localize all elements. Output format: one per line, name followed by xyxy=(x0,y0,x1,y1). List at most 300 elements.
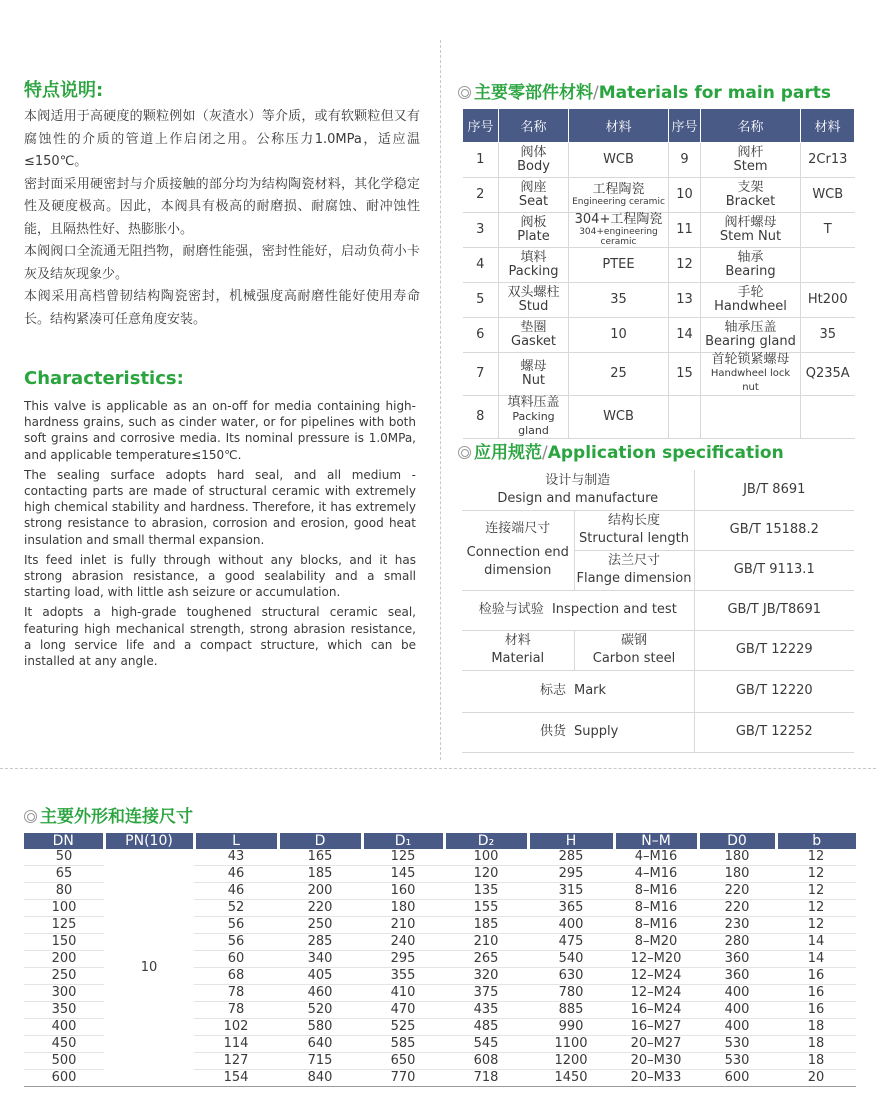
dim-dn: 250 xyxy=(24,968,104,985)
materials-row xyxy=(463,248,855,283)
dim-nm: 20–M33 xyxy=(614,1070,698,1087)
dim-header-nm: N–M xyxy=(614,833,698,849)
dim-d: 715 xyxy=(278,1053,362,1070)
part-no: 2 xyxy=(463,178,499,213)
dim-header-d1: D₁ xyxy=(362,833,444,849)
dim-nm: 8–M16 xyxy=(614,883,698,900)
part-name-cn: 填料压盖 xyxy=(507,395,560,410)
dim-nm: 20–M27 xyxy=(614,1036,698,1053)
spec-supply-cn: 供货 xyxy=(462,712,574,752)
dim-l: 46 xyxy=(194,866,278,883)
part-material: 35 xyxy=(801,318,855,353)
dim-l: 60 xyxy=(194,951,278,968)
part-name-cn: 阀板 xyxy=(520,215,547,230)
dim-d2: 265 xyxy=(444,951,528,968)
dim-d1: 355 xyxy=(362,968,444,985)
part-material-value: 工程陶瓷 xyxy=(592,182,645,197)
spec-design-en: Design and manufacture xyxy=(497,490,659,506)
spec-insp-label xyxy=(462,590,694,630)
dim-header-dn: DN xyxy=(24,833,104,849)
dim-d: 460 xyxy=(278,985,362,1002)
part-material-value: 35 xyxy=(610,292,627,307)
spec-conn-label xyxy=(462,510,574,590)
dimensions-title xyxy=(24,802,193,827)
dim-d: 520 xyxy=(278,1002,362,1019)
spec-mark-cn: 标志 xyxy=(462,670,574,712)
dim-nm: 4–M16 xyxy=(614,866,698,883)
dim-h: 365 xyxy=(528,900,614,917)
dim-d2: 185 xyxy=(444,917,528,934)
dim-d0: 220 xyxy=(698,883,776,900)
spec-flange-label xyxy=(574,550,694,590)
dim-d: 185 xyxy=(278,866,362,883)
part-name xyxy=(701,178,801,213)
dim-d2: 718 xyxy=(444,1070,528,1087)
part-name-en: Handwheel lock nut xyxy=(710,368,791,393)
part-no: 15 xyxy=(669,353,701,396)
materials-row xyxy=(463,283,855,318)
part-no: 14 xyxy=(669,318,701,353)
spec-struct-label xyxy=(574,510,694,550)
dim-b: 12 xyxy=(776,849,856,866)
dim-b: 14 xyxy=(776,934,856,951)
part-name-cn: 阀杆 xyxy=(737,145,764,160)
spec-conn-en: Connection end dimension xyxy=(466,545,569,578)
part-no: 13 xyxy=(669,283,701,318)
dim-b: 16 xyxy=(776,985,856,1002)
part-material: 2Cr13 xyxy=(801,143,855,178)
dim-d2: 155 xyxy=(444,900,528,917)
dim-d0: 530 xyxy=(698,1036,776,1053)
part-name-en: Nut xyxy=(521,373,546,388)
features-cn-section xyxy=(24,76,420,331)
dim-nm: 8–M16 xyxy=(614,917,698,934)
dim-dn: 350 xyxy=(24,1002,104,1019)
dim-dn: 200 xyxy=(24,951,104,968)
part-material: Q235A xyxy=(801,353,855,396)
dim-h: 780 xyxy=(528,985,614,1002)
part-material: WCB xyxy=(801,178,855,213)
dim-d1: 145 xyxy=(362,866,444,883)
part-name xyxy=(701,318,801,353)
part-name-en: Packing xyxy=(508,264,559,279)
part-material xyxy=(569,353,669,396)
dim-l: 43 xyxy=(194,849,278,866)
dim-d0: 360 xyxy=(698,968,776,985)
dim-l: 78 xyxy=(194,1002,278,1019)
dimensions-title-cn: 主要外形和连接尺寸 xyxy=(40,807,193,827)
dim-h: 630 xyxy=(528,968,614,985)
features-cn-para-2: 密封面采用硬密封与介质接触的部分均为结构陶瓷材料，其化学稳定性及硬度极高。因此，本阀具有极高的耐磨损、耐腐蚀、耐冲蚀性能，且隔热性好、热膨胀小。 xyxy=(24,176,420,237)
part-name xyxy=(499,143,569,178)
dim-d1: 125 xyxy=(362,849,444,866)
col-header-no-1: 序号 xyxy=(463,109,499,143)
part-name-cn: 轴承压盖 xyxy=(724,320,777,335)
dim-d1: 650 xyxy=(362,1053,444,1070)
features-cn-title: 特点说明: xyxy=(24,80,104,101)
materials-title-en: Materials for main parts xyxy=(598,83,832,103)
dim-d0: 280 xyxy=(698,934,776,951)
part-material-value: 25 xyxy=(610,366,627,381)
spec-row-mark xyxy=(462,670,854,712)
spec-flange-std: GB/T 9113.1 xyxy=(694,550,854,590)
dim-d: 340 xyxy=(278,951,362,968)
part-name xyxy=(701,283,801,318)
part-no: 5 xyxy=(463,283,499,318)
dim-l: 78 xyxy=(194,985,278,1002)
spec-row-inspection xyxy=(462,590,854,630)
dim-h: 1100 xyxy=(528,1036,614,1053)
part-name-cn: 手轮 xyxy=(737,285,764,300)
dim-d2: 120 xyxy=(444,866,528,883)
dim-d: 640 xyxy=(278,1036,362,1053)
dim-d: 165 xyxy=(278,849,362,866)
part-material xyxy=(569,248,669,283)
characteristics-para-4: It adopts a high-grade toughened structural ceramic seal, featuring high mechanical strength, strong abrasion resistance, a long service life and a compact structure, which can be installed at any angle. xyxy=(24,605,416,669)
materials-title-cn: 主要零部件材料 xyxy=(474,83,593,103)
dim-nm: 20–M30 xyxy=(614,1053,698,1070)
dim-h: 285 xyxy=(528,849,614,866)
spec-flange-cn: 法兰尺寸 xyxy=(607,553,660,568)
dim-d2: 485 xyxy=(444,1019,528,1036)
dim-h: 990 xyxy=(528,1019,614,1036)
dim-dn: 300 xyxy=(24,985,104,1002)
dim-nm: 8–M20 xyxy=(614,934,698,951)
dim-d2: 210 xyxy=(444,934,528,951)
dim-b: 12 xyxy=(776,866,856,883)
part-no: 6 xyxy=(463,318,499,353)
spec-insp-en: Inspection and test xyxy=(551,602,677,617)
dim-nm: 16–M27 xyxy=(614,1019,698,1036)
spec-material-std: GB/T 12229 xyxy=(694,630,854,670)
part-name xyxy=(701,248,801,283)
spec-row-material xyxy=(462,630,854,670)
dim-d0: 400 xyxy=(698,1019,776,1036)
part-material: T xyxy=(801,213,855,248)
dim-d: 250 xyxy=(278,917,362,934)
part-material xyxy=(569,213,669,248)
dim-nm: 16–M24 xyxy=(614,1002,698,1019)
dim-d0: 180 xyxy=(698,866,776,883)
spec-mark-en: Mark xyxy=(574,670,694,712)
dim-l: 52 xyxy=(194,900,278,917)
part-name xyxy=(701,213,801,248)
part-name xyxy=(499,353,569,396)
part-name-cn: 首轮锁紧螺母 xyxy=(711,352,790,367)
part-material-value: WCB xyxy=(603,152,634,167)
spec-material-en: Material xyxy=(491,651,545,666)
dim-nm: 12–M24 xyxy=(614,968,698,985)
part-no: 4 xyxy=(463,248,499,283)
dim-nm: 4–M16 xyxy=(614,849,698,866)
part-name-en: Bracket xyxy=(725,194,776,209)
dim-b: 16 xyxy=(776,968,856,985)
dim-l: 127 xyxy=(194,1053,278,1070)
dim-d1: 525 xyxy=(362,1019,444,1036)
spec-table xyxy=(462,470,854,753)
part-name xyxy=(499,178,569,213)
part-name-cn: 填料 xyxy=(520,250,547,265)
part-name-cn: 阀杆螺母 xyxy=(724,215,777,230)
dim-dn: 450 xyxy=(24,1036,104,1053)
dim-d0: 230 xyxy=(698,917,776,934)
dim-d: 840 xyxy=(278,1070,362,1087)
spec-title: 应用规范/Application specification xyxy=(458,438,784,463)
spec-flange-en: Flange dimension xyxy=(576,571,692,586)
characteristics-para-3: Its feed inlet is fully through without any blocks, and it has strong abrasion resistance, a good sealability and a small starting load, with little ash seizure or accumulation. xyxy=(24,552,416,600)
dim-b: 14 xyxy=(776,951,856,968)
part-name-en: Stem xyxy=(733,159,768,174)
dim-b: 18 xyxy=(776,1036,856,1053)
dim-dn: 80 xyxy=(24,883,104,900)
part-name xyxy=(499,248,569,283)
part-material: Ht200 xyxy=(801,283,855,318)
dim-d0: 220 xyxy=(698,900,776,917)
dim-h: 1450 xyxy=(528,1070,614,1087)
dim-d1: 160 xyxy=(362,883,444,900)
part-material-value: 10 xyxy=(610,327,627,342)
dim-d0: 360 xyxy=(698,951,776,968)
dim-l: 102 xyxy=(194,1019,278,1036)
dim-b: 18 xyxy=(776,1053,856,1070)
spec-insp-cn: 检验与试验 xyxy=(478,602,544,617)
spec-carbon-label xyxy=(574,630,694,670)
col-header-name-1: 名称 xyxy=(499,109,569,143)
dim-d2: 135 xyxy=(444,883,528,900)
col-header-material-2: 材料 xyxy=(801,109,855,143)
materials-row xyxy=(463,178,855,213)
materials-row xyxy=(463,318,855,353)
dim-d0: 400 xyxy=(698,1002,776,1019)
dim-b: 12 xyxy=(776,883,856,900)
dim-d0: 530 xyxy=(698,1053,776,1070)
dim-dn: 600 xyxy=(24,1070,104,1087)
dim-h: 315 xyxy=(528,883,614,900)
spec-mark-std: GB/T 12220 xyxy=(694,670,854,712)
dim-header-l: L xyxy=(194,833,278,849)
dim-d0: 180 xyxy=(698,849,776,866)
spec-design-label xyxy=(462,470,694,510)
dim-nm: 8–M16 xyxy=(614,900,698,917)
spec-supply-std: GB/T 12252 xyxy=(694,712,854,752)
dim-l: 56 xyxy=(194,917,278,934)
part-name xyxy=(499,318,569,353)
dim-dn: 125 xyxy=(24,917,104,934)
materials-row xyxy=(463,213,855,248)
part-material xyxy=(569,318,669,353)
part-name-en: Stud xyxy=(518,299,549,314)
dim-b: 16 xyxy=(776,1002,856,1019)
characteristics-title: Characteristics: xyxy=(24,368,184,389)
dim-dn: 400 xyxy=(24,1019,104,1036)
materials-row xyxy=(463,396,855,439)
features-cn-para-4: 本阀采用高档曾韧结构陶瓷密封，机械强度高耐磨性能好使用寿命长。结构紧凑可任意角度安装。 xyxy=(24,289,420,327)
part-name xyxy=(701,353,801,396)
materials-title: 主要零部件材料/Materials for main parts xyxy=(458,78,831,103)
dim-header-d2: D₂ xyxy=(444,833,528,849)
materials-row xyxy=(463,143,855,178)
part-name-en: Stem Nut xyxy=(719,229,782,244)
spec-design-std: JB/T 8691 xyxy=(694,470,854,510)
dim-h: 885 xyxy=(528,1002,614,1019)
materials-header-row xyxy=(463,109,855,143)
dim-h: 540 xyxy=(528,951,614,968)
dim-d0: 400 xyxy=(698,985,776,1002)
dim-header-d0: D0 xyxy=(698,833,776,849)
dim-d1: 470 xyxy=(362,1002,444,1019)
dim-d2: 435 xyxy=(444,1002,528,1019)
part-name-en: Packing gland xyxy=(512,410,555,437)
spec-row-struct xyxy=(462,510,854,550)
part-material xyxy=(569,283,669,318)
dim-d: 220 xyxy=(278,900,362,917)
materials-table xyxy=(462,108,855,439)
dim-h: 1200 xyxy=(528,1053,614,1070)
spec-struct-cn: 结构长度 xyxy=(607,513,660,528)
part-no: 1 xyxy=(463,143,499,178)
dim-header-d: D xyxy=(278,833,362,849)
part-name xyxy=(701,396,801,439)
dim-d: 285 xyxy=(278,934,362,951)
spec-material-label xyxy=(462,630,574,670)
part-name-cn: 垫圈 xyxy=(520,320,547,335)
dim-dn: 500 xyxy=(24,1053,104,1070)
part-material-value: WCB xyxy=(603,409,634,424)
dim-header-h: H xyxy=(528,833,614,849)
materials-row xyxy=(463,353,855,396)
part-no: 12 xyxy=(669,248,701,283)
double-circle-icon xyxy=(24,810,37,823)
spec-row-design xyxy=(462,470,854,510)
dim-nm: 12–M24 xyxy=(614,985,698,1002)
dim-d1: 180 xyxy=(362,900,444,917)
part-no: 3 xyxy=(463,213,499,248)
dim-b: 12 xyxy=(776,917,856,934)
part-no: 7 xyxy=(463,353,499,396)
part-no: 9 xyxy=(669,143,701,178)
part-material-sub: Engineering ceramic xyxy=(572,197,665,207)
dim-d: 200 xyxy=(278,883,362,900)
spec-title-cn: 应用规范 xyxy=(474,443,542,463)
dim-l: 56 xyxy=(194,934,278,951)
dim-b: 12 xyxy=(776,900,856,917)
dim-b: 20 xyxy=(776,1070,856,1087)
part-material-value: PTEE xyxy=(602,257,635,272)
dimensions-header-row xyxy=(24,833,856,849)
dim-d1: 210 xyxy=(362,917,444,934)
dim-d: 405 xyxy=(278,968,362,985)
characteristics-para-1: This valve is applicable as an on-off for media containing high-hardness grains, such as cinder water, or for pipelines with both soft grains and corrosive media. Its nominal pressure is 1.0MPa, and applicable temperature≤150℃. xyxy=(24,399,416,462)
dim-nm: 12–M20 xyxy=(614,951,698,968)
dim-b: 18 xyxy=(776,1019,856,1036)
spec-design-cn: 设计与制造 xyxy=(545,472,611,488)
column-divider xyxy=(440,40,441,760)
col-header-name-2: 名称 xyxy=(701,109,801,143)
part-material xyxy=(801,396,855,439)
part-no: 11 xyxy=(669,213,701,248)
dim-d2: 608 xyxy=(444,1053,528,1070)
part-material-value: 304+工程陶瓷 xyxy=(574,212,663,227)
spec-carbon-cn: 碳钢 xyxy=(620,633,647,648)
part-name-cn: 支架 xyxy=(737,180,764,195)
spec-struct-std: GB/T 15188.2 xyxy=(694,510,854,550)
dim-l: 154 xyxy=(194,1070,278,1087)
dim-dn: 65 xyxy=(24,866,104,883)
dim-l: 46 xyxy=(194,883,278,900)
part-no xyxy=(669,396,701,439)
dim-l: 68 xyxy=(194,968,278,985)
part-name-en: Gasket xyxy=(511,334,556,349)
part-material-sub: 304+engineering ceramic xyxy=(579,227,658,247)
dim-d1: 770 xyxy=(362,1070,444,1087)
characteristics-para-2: The sealing surface adopts hard seal, and all medium -contacting parts are made of structural ceramic with extremely high chemical stability and hardness. Therefore, it has extremely strong resistance to abrasion, corrosion and erosion, good heat insulation and small thermal expansion. xyxy=(24,467,416,547)
characteristics-section xyxy=(24,398,416,673)
part-material xyxy=(569,143,669,178)
spec-insp-std: GB/T JB/T8691 xyxy=(694,590,854,630)
part-name-en: Bearing xyxy=(725,264,776,279)
dim-d0: 600 xyxy=(698,1070,776,1087)
features-cn-para-3: 本阀阀口全流通无阻挡物，耐磨性能强，密封性能好，启动负荷小卡灰及结灰现象少。 xyxy=(24,244,420,282)
part-name-cn: 阀座 xyxy=(520,180,547,195)
dim-d1: 585 xyxy=(362,1036,444,1053)
col-header-no-2: 序号 xyxy=(669,109,701,143)
spec-conn-cn: 连接端尺寸 xyxy=(485,521,551,536)
part-name xyxy=(499,396,569,439)
dim-header-pn: PN(10) xyxy=(104,833,194,849)
dim-d1: 410 xyxy=(362,985,444,1002)
part-name-cn: 轴承 xyxy=(737,250,764,265)
part-name-cn: 阀体 xyxy=(520,145,547,160)
spec-material-cn: 材料 xyxy=(504,633,531,648)
dim-h: 400 xyxy=(528,917,614,934)
dim-h: 295 xyxy=(528,866,614,883)
spec-row-supply xyxy=(462,712,854,752)
dim-d2: 545 xyxy=(444,1036,528,1053)
part-name-en: Body xyxy=(517,159,550,174)
dim-d2: 100 xyxy=(444,849,528,866)
part-material xyxy=(801,248,855,283)
part-name xyxy=(499,213,569,248)
double-circle-icon xyxy=(458,86,471,99)
part-name-en: Seat xyxy=(518,194,549,209)
spec-carbon-en: Carbon steel xyxy=(592,651,676,666)
dim-dn: 100 xyxy=(24,900,104,917)
dim-pn: 10 xyxy=(104,849,194,1087)
dim-l: 114 xyxy=(194,1036,278,1053)
section-divider xyxy=(0,768,876,769)
dim-d1: 240 xyxy=(362,934,444,951)
part-material xyxy=(569,396,669,439)
features-cn-para-1: 本阀适用于高硬度的颗粒例如（灰渣水）等介质，或有软颗粒但又有腐蚀性的介质的管道上作启闭之用。公称压力1.0MPa，适应温≤150℃。 xyxy=(24,109,420,169)
part-material xyxy=(569,178,669,213)
dim-d2: 320 xyxy=(444,968,528,985)
dim-d1: 295 xyxy=(362,951,444,968)
dim-dn: 50 xyxy=(24,849,104,866)
double-circle-icon xyxy=(458,446,471,459)
part-name-en: Plate xyxy=(517,229,550,244)
part-name-cn: 螺母 xyxy=(520,359,547,374)
dimensions-table xyxy=(24,833,856,1087)
spec-title-en: Application specification xyxy=(547,443,784,463)
part-name xyxy=(701,143,801,178)
dimensions-row xyxy=(24,849,856,866)
part-no: 8 xyxy=(463,396,499,439)
spec-struct-en: Structural length xyxy=(579,531,689,546)
dim-h: 475 xyxy=(528,934,614,951)
dim-header-b: b xyxy=(776,833,856,849)
dim-dn: 150 xyxy=(24,934,104,951)
spec-supply-en: Supply xyxy=(574,712,694,752)
